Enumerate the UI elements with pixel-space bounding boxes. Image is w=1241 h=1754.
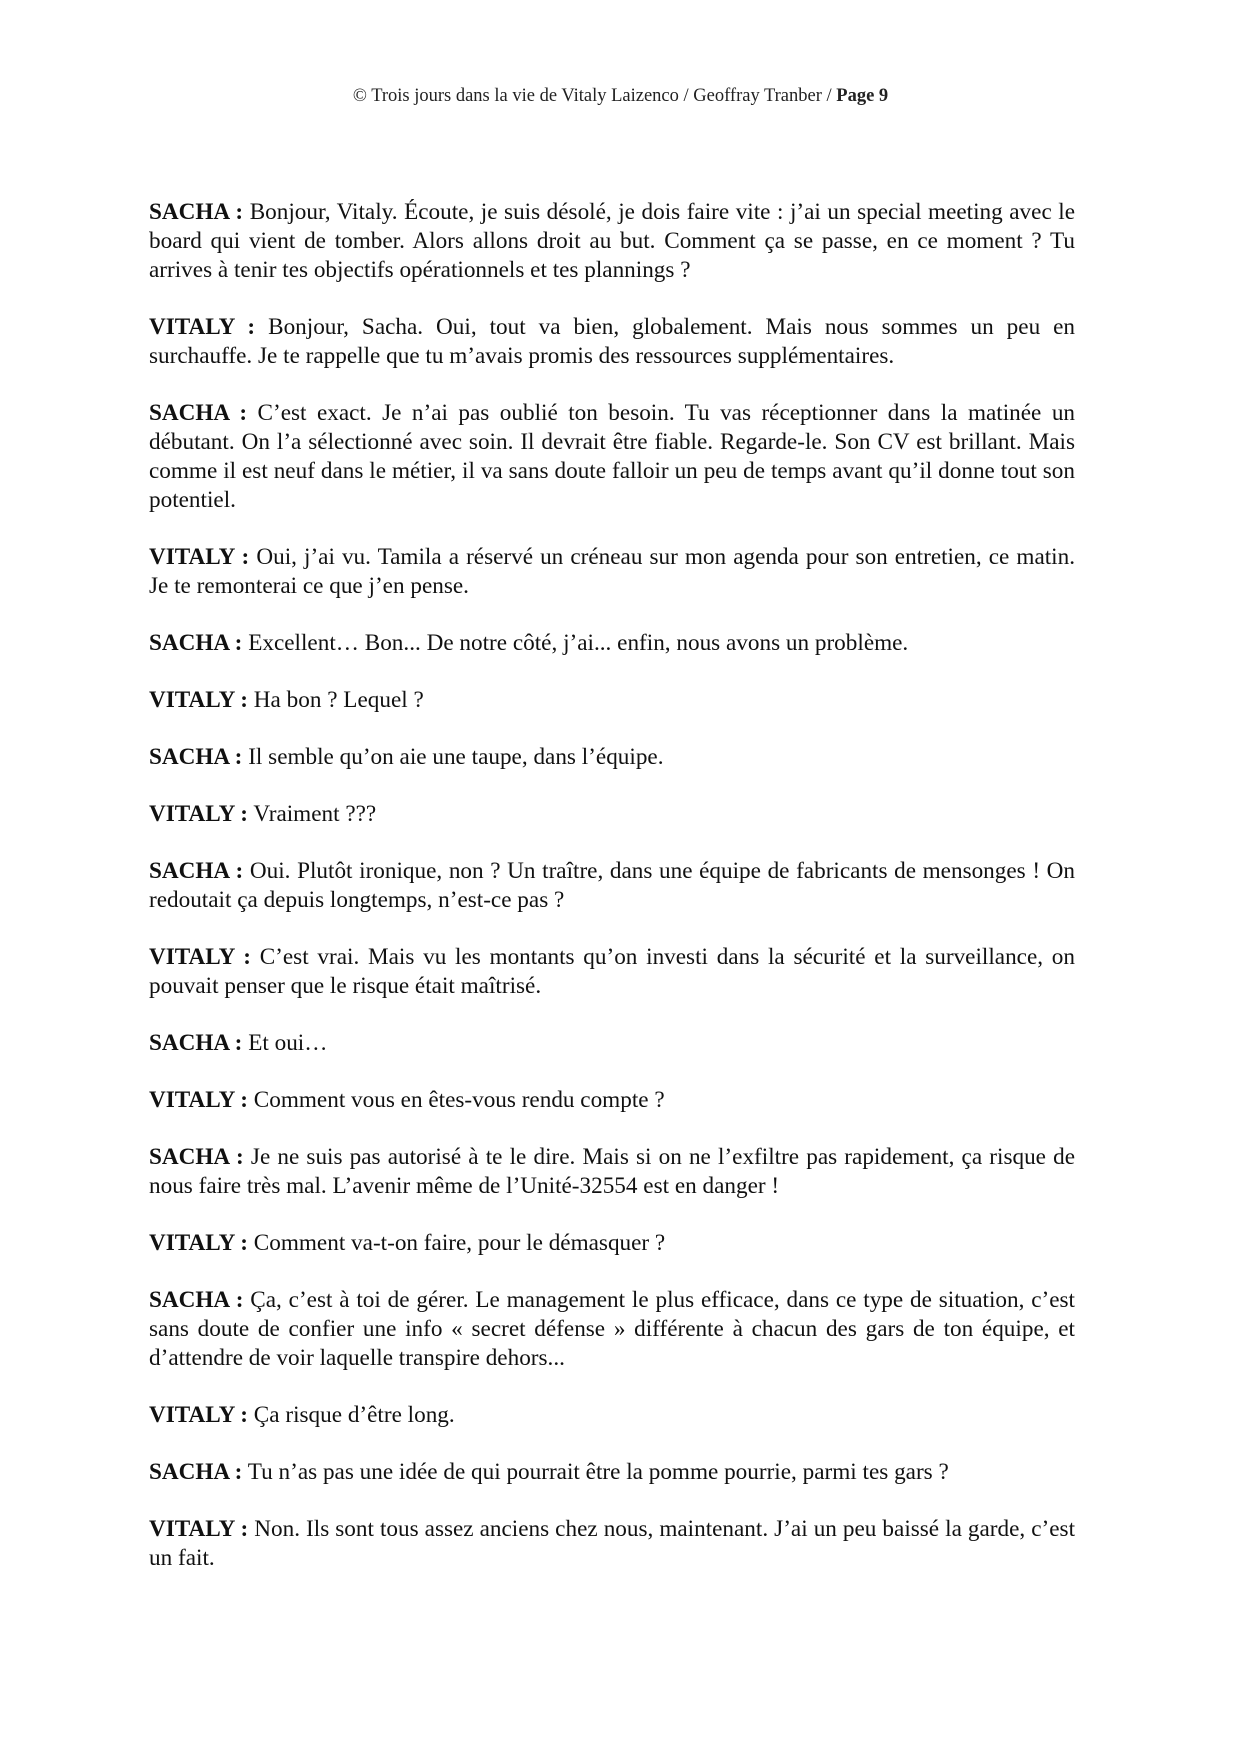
dialogue-line <box>149 1286 1075 1373</box>
line-text: C’est vrai. Mais vu les montants qu’on investi dans la sécurité et la surveillance, on pouvait penser que le risque était maîtrisé. <box>149 944 1075 999</box>
line-text: Non. Ils sont tous assez anciens chez nous, maintenant. J’ai un peu baissé la garde, c’est un fait. <box>149 1516 1076 1571</box>
speaker-name: VITALY : <box>149 1087 248 1113</box>
line-text: Oui, j’ai vu. Tamila a réservé un créneau sur mon agenda pour son entretien, ce matin. Je te remonterai ce que j’en pense. <box>149 544 1076 599</box>
speaker-name: SACHA : <box>149 1459 243 1485</box>
dialogue-line <box>149 686 1075 715</box>
dialogue-line <box>149 1401 1075 1430</box>
dialogue-line <box>149 943 1075 1001</box>
line-text: Ça, c’est à toi de gérer. Le management le plus efficace, dans ce type de situation, c’est sans doute de confier une info « secret défense » différente à chacun des gars de ton équipe, et d’attendre de voir laquelle transpire dehors... <box>149 1287 1075 1371</box>
dialogue-line <box>149 1086 1075 1115</box>
page-number: Page 9 <box>836 86 889 106</box>
dialogue-line <box>149 1515 1075 1573</box>
line-text: Excellent… Bon... De notre côté, j’ai... enfin, nous avons un problème. <box>242 630 909 656</box>
line-text: Comment vous en êtes-vous rendu compte ? <box>248 1087 665 1113</box>
dialogue-body <box>149 198 1075 1601</box>
dialogue-line <box>149 1229 1075 1258</box>
line-text: Bonjour, Vitaly. Écoute, je suis désolé, je dois faire vite : j’ai un special meeting avec le board qui vient de tomber. Alors allons droit au but. Comment ça se passe, en ce moment ? Tu arrives à tenir tes objectifs opérationnels et tes plannings ? <box>149 199 1076 283</box>
line-text: Il semble qu’on aie une taupe, dans l’équipe. <box>242 744 664 770</box>
speaker-name: SACHA : <box>149 1144 244 1170</box>
speaker-name: VITALY : <box>149 314 256 340</box>
line-text: Ça risque d’être long. <box>248 1402 455 1428</box>
speaker-name: SACHA : <box>149 858 244 884</box>
page-header <box>0 86 1241 107</box>
speaker-name: VITALY : <box>149 544 250 570</box>
speaker-name: VITALY : <box>149 944 251 970</box>
dialogue-line <box>149 198 1075 285</box>
header-title: © Trois jours dans la vie de Vitaly Laizenco / Geoffray Tranber / <box>352 86 837 106</box>
speaker-name: SACHA : <box>149 630 243 656</box>
speaker-name: VITALY : <box>149 1402 248 1428</box>
dialogue-line <box>149 1029 1075 1058</box>
dialogue-line <box>149 1458 1075 1487</box>
speaker-name: SACHA : <box>149 199 244 225</box>
dialogue-line <box>149 543 1075 601</box>
line-text: Et oui… <box>242 1030 328 1056</box>
line-text: Je ne suis pas autorisé à te le dire. Mais si on ne l’exfiltre pas rapidement, ça risque de nous faire très mal. L’avenir même de l’Unité-32554 est en danger ! <box>149 1144 1075 1199</box>
speaker-name: SACHA : <box>149 400 248 426</box>
dialogue-line <box>149 629 1075 658</box>
line-text: Bonjour, Sacha. Oui, tout va bien, globalement. Mais nous sommes un peu en surchauffe. Je te rappelle que tu m’avais promis des ressources supplémentaires. <box>149 314 1075 369</box>
line-text: C’est exact. Je n’ai pas oublié ton besoin. Tu vas réceptionner dans la matinée un débutant. On l’a sélectionné avec soin. Il devrait être fiable. Regarde-le. Son CV est brillant. Mais comme il est neuf dans le métier, il va sans doute falloir un peu de temps avant qu’il donne tout son potentiel. <box>149 400 1076 513</box>
line-text: Oui. Plutôt ironique, non ? Un traître, dans une équipe de fabricants de mensonges ! On redoutait ça depuis longtemps, n’est-ce pas ? <box>149 858 1076 913</box>
speaker-name: VITALY : <box>149 1516 249 1542</box>
speaker-name: VITALY : <box>149 801 248 827</box>
dialogue-line <box>149 313 1075 371</box>
line-text: Tu n’as pas une idée de qui pourrait être la pomme pourrie, parmi tes gars ? <box>242 1459 949 1485</box>
line-text: Comment va-t-on faire, pour le démasquer ? <box>248 1230 666 1256</box>
dialogue-line <box>149 857 1075 915</box>
speaker-name: VITALY : <box>149 1230 248 1256</box>
dialogue-line <box>149 743 1075 772</box>
dialogue-line <box>149 800 1075 829</box>
speaker-name: SACHA : <box>149 744 243 770</box>
speaker-name: SACHA : <box>149 1287 244 1313</box>
speaker-name: VITALY : <box>149 687 248 713</box>
speaker-name: SACHA : <box>149 1030 243 1056</box>
line-text: Vraiment ??? <box>248 801 377 827</box>
dialogue-line <box>149 1143 1075 1201</box>
line-text: Ha bon ? Lequel ? <box>248 687 424 713</box>
dialogue-line <box>149 399 1075 515</box>
